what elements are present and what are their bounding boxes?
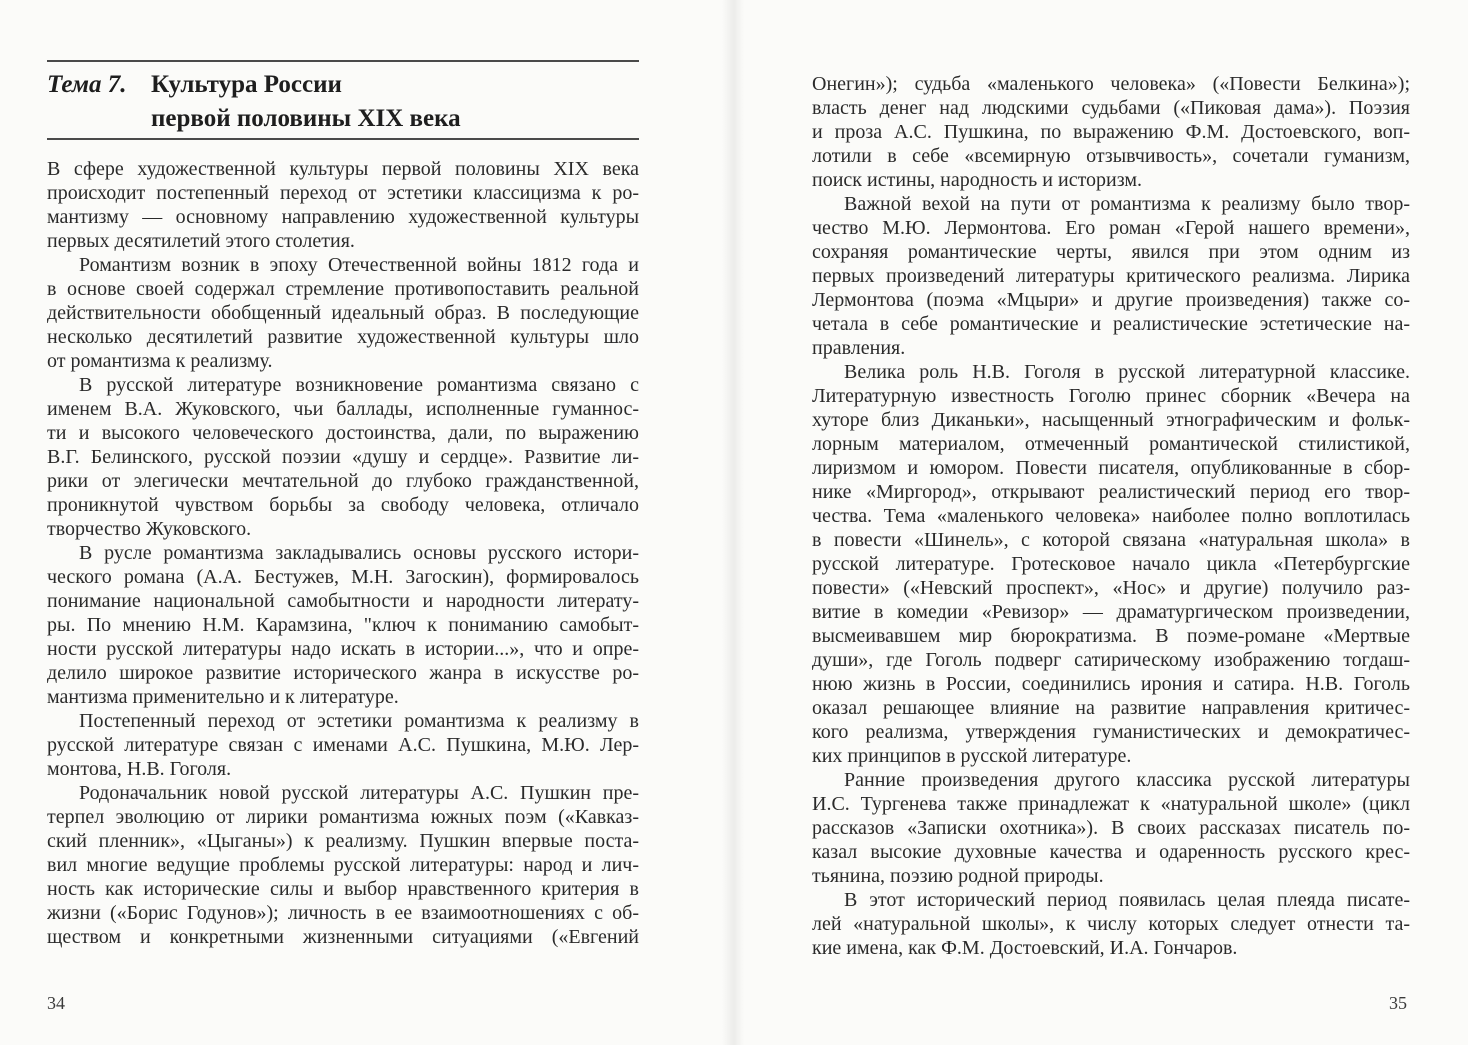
text-line: Романтизм возник в эпоху Отечественной войны 1812 года и [79, 254, 639, 276]
text-line: лиризмом и юмором. Повести писателя, опубликованные в сбор- [812, 457, 1410, 479]
text-line: И.С. Тургенева также принадлежат к «натуральной школе» (цикл [812, 793, 1410, 815]
text-line: мантизма применительно и к литературе. [47, 686, 399, 708]
text-line: лей «натуральной школы», к числу которых следует отнести та- [812, 913, 1410, 935]
topic-title-line: Культура России [151, 71, 342, 98]
text-line: души», где Гоголь подверг сатирическому изображению тогдаш- [812, 649, 1410, 671]
topic-title [151, 68, 461, 136]
text-line: Ранние произведения другого классика русской литературы [844, 769, 1410, 791]
topic-title-line: первой половины XIX века [151, 105, 461, 132]
text-line: высмеивавшем мир бюрократизма. В поэме-романе «Мертвые [812, 625, 1410, 647]
text-line: Постепенный переход от эстетики романтизма к реализму в [79, 710, 639, 732]
text-line: Велика роль Н.В. Гоголя в русской литературной классике. [844, 361, 1410, 383]
text-line: именем В.А. Жуковского, чьи баллады, исполненные гуманнос- [47, 398, 639, 420]
text-line: хуторе близ Диканьки», насыщенный этнографическим и фольк- [812, 409, 1410, 431]
text-line: первых произведений литературы критического реализма. Лирика [812, 265, 1410, 287]
text-line: ществом и конкретными жизненными ситуациями («Евгений [47, 926, 639, 948]
text-line: русской литературе связан с именами А.С. Пушкина, М.Ю. Лер- [47, 734, 639, 756]
text-line: творчество Жуковского. [47, 518, 252, 540]
text-line: ры. По мнению Н.М. Карамзина, "ключ к пониманию самобыт- [47, 614, 639, 636]
text-line: чество М.Ю. Лермонтова. Его роман «Герой нашего времени», [812, 217, 1410, 239]
text-line: ких принципов в русской литературе. [812, 745, 1132, 767]
text-line: поиск истины, народность и историзм. [812, 169, 1143, 191]
text-line: ческого романа (А.А. Бестужев, М.Н. Загоскин), формировалось [47, 566, 639, 588]
text-line: ский пленник», «Цыганы») к реализму. Пушкин впервые поста- [47, 830, 639, 852]
text-line: рассказов «Записки охотника»). В своих рассказах писатель по- [812, 817, 1410, 839]
text-line: оказал решающее влияние на развитие направления критичес- [812, 697, 1410, 719]
text-line: сохраняя романтические черты, явился при этом одним из [812, 241, 1410, 263]
text-line: В сфере художественной культуры первой половины XIX века [47, 158, 639, 180]
text-line: и проза А.С. Пушкина, по выражению Ф.М. Достоевского, воп- [812, 121, 1410, 143]
text-line: кого реализма, утверждения гуманистических и демократичес- [812, 721, 1410, 743]
text-line: казал высокие духовные качества и одаренность русского крес- [812, 841, 1410, 863]
topic-top-rule [47, 60, 639, 62]
text-line: первых десятилетий этого столетия. [47, 230, 355, 252]
text-line: жизни («Борис Годунов»); личность в ее взаимоотношениях с об- [47, 902, 639, 924]
text-line: кие имена, как Ф.М. Достоевский, И.А. Гончаров. [812, 937, 1238, 959]
text-line: В этот исторический период появилась целая плеяда писате- [844, 889, 1410, 911]
text-line: Важной вехой на пути от романтизма к реализму было твор- [844, 193, 1410, 215]
text-line: монтова, Н.В. Гоголя. [47, 758, 232, 780]
text-line: нюю жизнь в России, соединились ирония и сатира. Н.В. Гоголь [812, 673, 1410, 695]
text-line: мантизму — основному направлению художественной культуры [47, 206, 639, 228]
text-line: в повести «Шинель», с которой связана «натуральная школа» в [812, 529, 1410, 551]
text-line: повести» («Невский проспект», «Нос» и другие) получило раз- [812, 577, 1410, 599]
page-number-left: 34 [47, 993, 65, 1013]
page-gutter [722, 0, 744, 1045]
text-line: лорным материалом, отмеченный романтической стилистикой, [812, 433, 1410, 455]
text-line: тьянина, поэзию родной природы. [812, 865, 1104, 887]
text-line: ти и высокого человеческого достоинства, дали, по выражению [47, 422, 639, 444]
text-line: русской литературе. Гротесковое начало цикла «Петербургские [812, 553, 1410, 575]
text-line: терпел эволюцию от лирики романтизма южных поэм («Кавказ- [47, 806, 639, 828]
text-line: происходит постепенный переход от эстетики классицизма к ро- [47, 182, 639, 204]
text-line: вил многие ведущие проблемы русской литературы: народ и лич- [47, 854, 639, 876]
text-line: власть денег над людскими судьбами («Пиковая дама»). Поэзия [812, 97, 1410, 119]
text-line: нике «Миргород», открывают реалистический период его твор- [812, 481, 1410, 503]
text-line: витие в комедии «Ревизор» — драматургическом произведении, [812, 601, 1410, 623]
text-line: делило широкое развитие исторического жанра в искусстве ро- [47, 662, 639, 684]
right-page-body [812, 72, 1410, 960]
text-line: в основе своей содержал стремление противопоставить реальной [47, 278, 639, 300]
text-line: несколько десятилетий развитие художественной культуры шло [47, 326, 639, 348]
left-page-body [47, 157, 639, 949]
text-line: ность как исторические силы и выбор нравственного критерия в [47, 878, 639, 900]
text-line: Онегин»); судьба «маленького человека» («Повести Белкина»); [812, 73, 1410, 95]
text-line: понимание национальной самобытности и народности литерату- [47, 590, 639, 612]
topic-label: Тема 7. [47, 71, 127, 98]
text-line: В русле романтизма закладывались основы русского истори- [79, 542, 639, 564]
text-line: В.Г. Белинского, русской поэзии «душу и сердце». Развитие ли- [47, 446, 639, 468]
text-line: правления. [812, 337, 906, 359]
text-line: Литературную известность Гоголю принес сборник «Вечера на [812, 385, 1410, 407]
text-line: Родоначальник новой русской литературы А.С. Пушкин пре- [79, 782, 639, 804]
text-line: рики от элегически мечтательной до глубоко гражданственной, [47, 470, 639, 492]
text-line: чества. Тема «маленького человека» наиболее полно воплотилась [812, 505, 1410, 527]
text-line: В русской литературе возникновение романтизма связано с [79, 374, 639, 396]
page-number-right: 35 [1389, 993, 1407, 1013]
text-line: ности русской литературы надо искать в истории...», что и опре- [47, 638, 639, 660]
topic-bottom-rule [47, 138, 639, 140]
text-line: четала в себе романтические и реалистические эстетические на- [812, 313, 1410, 335]
text-line: от романтизма к реализму. [47, 350, 273, 372]
text-line: действительности обобщенный идеальный образ. В последующие [47, 302, 639, 324]
text-line: проникнутой чувством борьбы за свободу человека, отличало [47, 494, 639, 516]
text-line: лотили в себе «всемирную отзывчивость», сочетали гуманизм, [812, 145, 1410, 167]
text-line: Лермонтова (поэма «Мцыри» и другие произведения) также со- [812, 289, 1410, 311]
